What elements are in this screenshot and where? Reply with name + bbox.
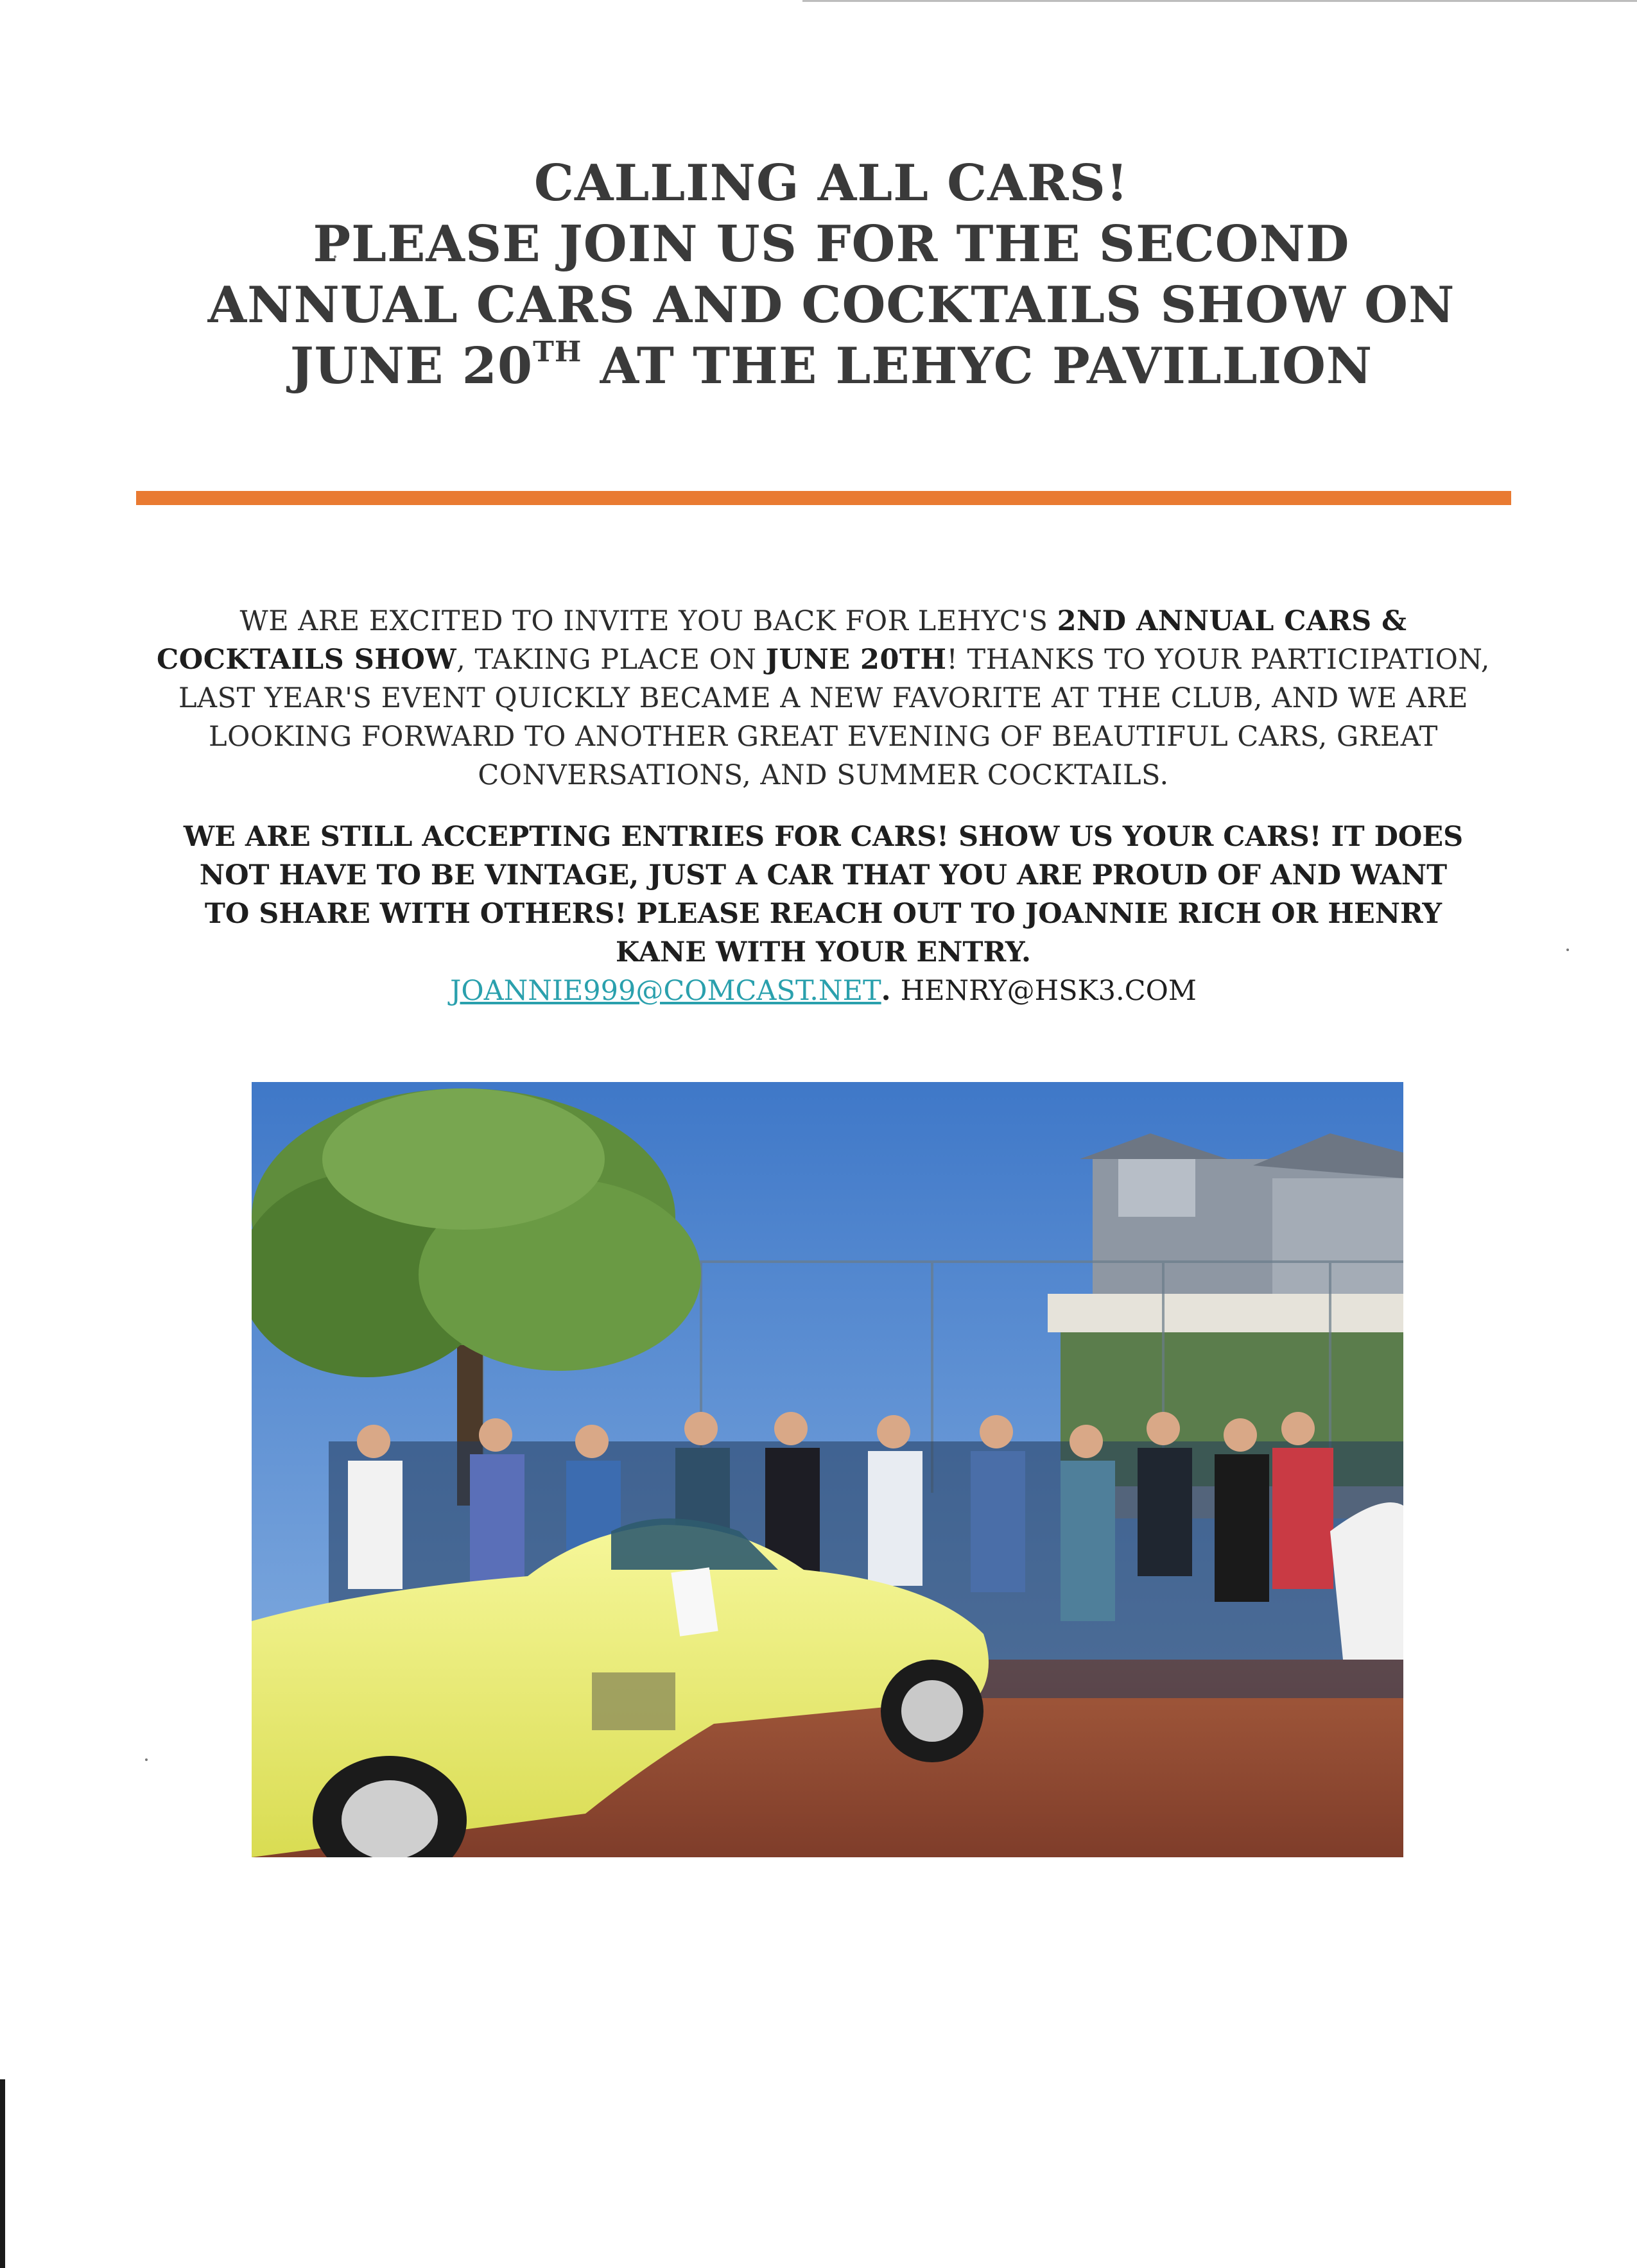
scan-speck: [1566, 949, 1569, 951]
intro-line: [138, 640, 1509, 679]
intro-emphasis: 2ND ANNUAL CARS &: [1057, 605, 1407, 637]
henry-email: HENRY@HSK3.COM: [900, 975, 1197, 1007]
intro-line: LOOKING FORWARD TO ANOTHER GREAT EVENING OF BEAUTIFUL CARS, GREAT: [209, 721, 1438, 753]
intro-text: WE ARE EXCITED TO INVITE YOU BACK FOR LEHYC'S: [239, 605, 1057, 637]
intro-text: ! THANKS TO YOUR PARTICIPATION,: [946, 644, 1490, 676]
entries-callout: [138, 818, 1509, 1010]
callout-line: KANE WITH YOUR ENTRY.: [615, 936, 1031, 968]
intro-emphasis: JUNE 20TH: [765, 644, 947, 676]
callout-line: NOT HAVE TO BE VINTAGE, JUST A CAR THAT YOU ARE PROUD OF AND WANT: [199, 859, 1448, 891]
scan-speck: [145, 1758, 148, 1761]
callout-line: WE ARE STILL ACCEPTING ENTRIES FOR CARS! SHOW US YOUR CARS! IT DOES: [183, 821, 1464, 853]
email-separator: .: [881, 975, 901, 1007]
orange-divider: [136, 491, 1511, 505]
callout-line: TO SHARE WITH OTHERS! PLEASE REACH OUT TO JOANNIE RICH OR HENRY: [204, 898, 1442, 930]
joannie-email-link[interactable]: JOANNIE999@COMCAST.NET: [450, 975, 881, 1007]
intro-paragraph: [138, 602, 1509, 795]
event-photo-illustration: [252, 1082, 1403, 1857]
intro-emphasis: COCKTAILS SHOW: [157, 644, 457, 676]
event-photo: [252, 1082, 1403, 1857]
event-headline: [96, 153, 1566, 397]
intro-text: , TAKING PLACE ON: [456, 644, 766, 676]
intro-line: [138, 602, 1509, 640]
headline-date: JUNE 20: [290, 337, 533, 395]
scan-edge-line: [802, 0, 1637, 2]
headline-line-3: ANNUAL CARS AND COCKTAILS SHOW ON: [207, 276, 1455, 334]
intro-line: CONVERSATIONS, AND SUMMER COCKTAILS.: [478, 759, 1169, 791]
headline-line-2: PLEASE JOIN US FOR THE SECOND: [313, 215, 1350, 273]
headline-line-4: [96, 336, 1566, 397]
intro-line: LAST YEAR'S EVENT QUICKLY BECAME A NEW FAVORITE AT THE CLUB, AND WE ARE: [178, 682, 1468, 714]
headline-line-1: CALLING ALL CARS!: [533, 154, 1129, 212]
headline-date-suffix: TH: [533, 336, 582, 368]
headline-venue: AT THE LEHYC PAVILLION: [582, 337, 1373, 395]
contact-emails: [138, 972, 1509, 1010]
white-car-right: [1330, 1502, 1403, 1660]
scan-edge-mark: [0, 2079, 5, 2268]
